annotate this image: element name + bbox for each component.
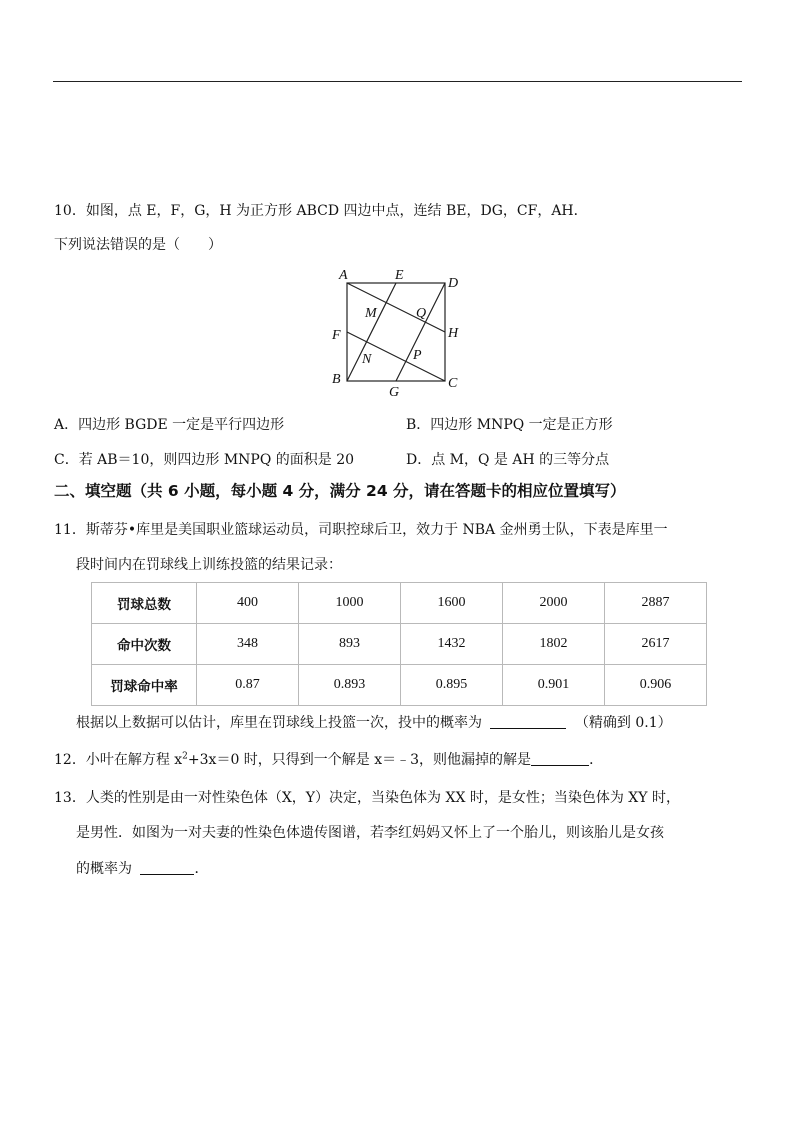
q11-answer-suffix: （精确到 0.1） [574, 715, 672, 731]
label-c: C [448, 376, 458, 391]
table-row [92, 624, 707, 665]
table-row [92, 583, 707, 624]
q10-option-a: A．四边形 BGDE 一定是平行四边形 [54, 417, 285, 433]
label-m: M [365, 306, 377, 321]
q10-stem-line2: 下列说法错误的是（ ） [54, 237, 222, 253]
q13-prefix: 的概率为 [76, 861, 132, 877]
q10-option-d: D．点 M，Q 是 AH 的三等分点 [406, 452, 610, 468]
label-e: E [395, 268, 404, 283]
table-cell: 0.895 [401, 665, 503, 706]
table-cell: 1802 [503, 624, 605, 665]
table-row-header: 罚球命中率 [92, 665, 197, 706]
q11-answer-blank[interactable] [490, 714, 566, 729]
label-a: A [339, 268, 348, 283]
q10-option-c: C．若 AB＝10，则四边形 MNPQ 的面积是 20 [54, 452, 355, 468]
table-cell: 400 [197, 583, 299, 624]
table-cell: 348 [197, 624, 299, 665]
table-row-header: 命中次数 [92, 624, 197, 665]
segment-dg [396, 283, 445, 381]
header-rule [53, 81, 742, 82]
table-cell: 2000 [503, 583, 605, 624]
table-cell: 1000 [299, 583, 401, 624]
q13-line3 [76, 858, 208, 878]
square-figure [325, 265, 465, 400]
q13-line2: 是男性．如图为一对夫妻的性染色体遗传图谱，若李红妈妈又怀上了一个胎儿，则该胎儿是女孩 [76, 825, 664, 841]
q12-exponent: 2 [182, 751, 188, 762]
free-throw-table [91, 582, 707, 706]
q11-answer-line [76, 712, 672, 732]
label-f: F [332, 328, 341, 343]
table-cell: 2617 [605, 624, 707, 665]
label-q: Q [416, 306, 427, 321]
q12-answer-blank[interactable] [531, 751, 589, 766]
label-b: B [332, 372, 341, 387]
segment-ah [347, 283, 445, 332]
table-cell: 893 [299, 624, 401, 665]
q13-suffix: ． [194, 861, 209, 877]
q13-line1: 13．人类的性别是由一对性染色体（X，Y）决定，当染色体为 XX 时，是女性；当染色体为 XY 时， [54, 790, 680, 806]
label-d: D [448, 276, 459, 291]
table-cell: 0.906 [605, 665, 707, 706]
label-p: P [413, 348, 422, 363]
q10-stem-line1: 10．如图，点 E，F，G，H 为正方形 ABCD 四边中点，连结 BE，DG，CF，AH． [54, 203, 588, 219]
table-cell: 1600 [401, 583, 503, 624]
q10-option-b: B．四边形 MNPQ 一定是正方形 [406, 417, 613, 433]
q13-answer-blank[interactable] [140, 860, 194, 875]
q12-line [54, 749, 603, 769]
q12-middle: +3x＝0 时，只得到一个解是 x＝﹣3，则他漏掉的解是 [187, 752, 532, 768]
table-cell: 1432 [401, 624, 503, 665]
table-row-header: 罚球总数 [92, 583, 197, 624]
label-g: G [389, 385, 400, 400]
q11-line2: 段时间内在罚球线上训练投篮的结果记录： [76, 557, 342, 573]
section-title: 二、填空题（共 6 小题，每小题 4 分，满分 24 分，请在答题卡的相应位置填写） [54, 482, 626, 500]
segment-be [347, 283, 396, 381]
label-h: H [448, 326, 459, 341]
label-n: N [362, 352, 372, 367]
table-cell: 0.893 [299, 665, 401, 706]
q12-prefix: 12．小叶在解方程 x [54, 752, 183, 768]
table-cell: 0.87 [197, 665, 299, 706]
table-cell: 0.901 [503, 665, 605, 706]
q11-line1: 11．斯蒂芬•库里是美国职业篮球运动员，司职控球后卫，效力于 NBA 金州勇士队，下表是库里一 [54, 522, 668, 538]
q12-suffix: ． [589, 752, 604, 768]
table-row [92, 665, 707, 706]
table-cell: 2887 [605, 583, 707, 624]
q11-answer-prefix: 根据以上数据可以估计，库里在罚球线上投篮一次，投中的概率为 [76, 715, 482, 731]
